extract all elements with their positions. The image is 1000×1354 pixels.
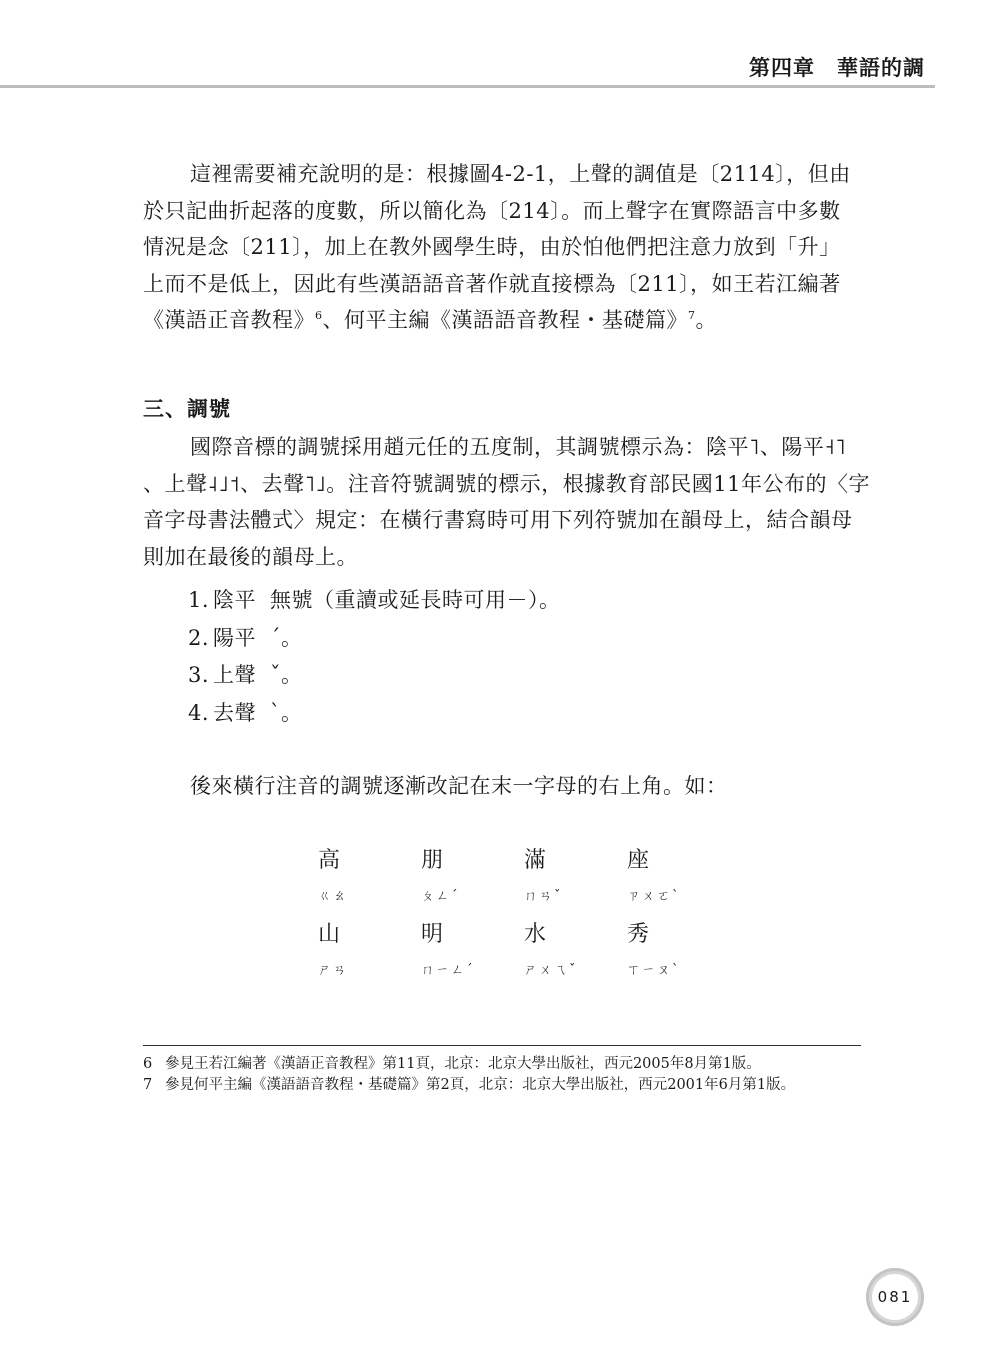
text-run: 、何平主編《漢語語音教程・基礎篇》 (322, 308, 688, 332)
list-number: 2. (188, 625, 210, 650)
example-char-row (318, 917, 730, 953)
example-zhuyin: ㄇㄧㄥˊ (421, 963, 475, 978)
footnotes (143, 1054, 861, 1096)
paragraph-line: 、上聲˨˩˦、去聲˥˩。注音符號調號的標示，根據教育部民國11年公布的〈字 (143, 471, 871, 496)
list-number: 4. (188, 700, 210, 725)
example-zhuyin: ㄒㄧㄡˋ (627, 963, 681, 978)
paragraph-tone-marks (143, 429, 871, 575)
paragraph-line: 這裡需要補充說明的是：根據圖4-2-1，上聲的調值是〔2114〕，但由 (190, 162, 851, 186)
example-char: 高 (318, 848, 341, 873)
example-zhuyin: ㄕㄨㄟˇ (524, 963, 578, 978)
list-item (188, 620, 561, 658)
footnote-number: 6 (143, 1056, 153, 1072)
paragraph-line: 於只記曲折起落的度數，所以簡化為〔214〕。而上聲字在實際語言中多數 (143, 198, 841, 223)
example-intro: 後來橫行注音的調號逐漸改記在末一字母的右上角。如： (190, 774, 728, 798)
tone-name: 陽平 (213, 625, 257, 650)
list-item (188, 582, 561, 620)
example-char: 水 (524, 922, 547, 947)
zhuyin-examples (318, 843, 730, 991)
paragraph-tone-value (143, 156, 860, 339)
list-number: 1. (188, 588, 210, 612)
example-zhuyin: ㄇㄢˇ (524, 889, 563, 904)
footnote (143, 1075, 861, 1096)
example-zhuyin-row (318, 879, 730, 917)
example-char: 山 (318, 922, 341, 947)
paragraph-line: 情況是念〔211〕，加上在教外國學生時，由於怕他們把注意力放到「升」 (143, 235, 841, 259)
text-run: 。 (695, 308, 717, 332)
example-char: 滿 (524, 848, 547, 873)
paragraph-line: 上而不是低上，因此有些漢語語音著作就直接標為〔211〕，如王若江編著 (143, 271, 841, 296)
example-zhuyin: ㄗㄨㄛˋ (627, 889, 681, 904)
paragraph-line: 音字母書法體式〉規定：在橫行書寫時可用下列符號加在韻母上，結合韻母 (143, 508, 853, 532)
example-char: 秀 (627, 922, 650, 947)
header-divider (0, 85, 935, 88)
list-number: 3. (188, 663, 210, 687)
example-zhuyin: ㄍㄠ (318, 889, 349, 904)
example-zhuyin: ㄆㄥˊ (421, 889, 460, 904)
chapter-title: 第四章 華語的調 (749, 56, 925, 80)
example-char: 明 (421, 922, 444, 947)
footnote-ref: 7 (688, 309, 696, 322)
page-number: 081 (872, 1274, 918, 1320)
tone-mark: 無號（重讀或延長時可用－）。 (270, 588, 561, 612)
example-char: 座 (627, 848, 650, 873)
footnote-divider (143, 1045, 861, 1046)
tone-mark-list (188, 582, 561, 732)
footnote-text: 參見王若江編著《漢語正音教程》第11頁，北京：北京大學出版社，西元2005年8月第1版。 (165, 1056, 761, 1072)
tone-name: 上聲 (213, 663, 257, 687)
tone-mark: ˊ。 (270, 625, 303, 650)
tone-name: 陰平 (213, 588, 257, 612)
example-zhuyin-row (318, 953, 730, 991)
footnote-number: 7 (143, 1077, 153, 1093)
example-char-row (318, 843, 730, 879)
example-char: 朋 (421, 848, 444, 873)
footnote (143, 1054, 861, 1075)
example-zhuyin: ㄕㄢ (318, 963, 349, 978)
tone-name: 去聲 (213, 700, 257, 725)
tone-mark: ˋ。 (270, 700, 303, 725)
page-number-badge (866, 1268, 924, 1326)
text-run: 《漢語正音教程》 (143, 308, 315, 332)
list-item (188, 657, 561, 695)
paragraph-line: 則加在最後的韻母上。 (143, 544, 358, 569)
footnote-ref: 6 (315, 309, 323, 322)
tone-mark: ˇ。 (270, 663, 303, 687)
list-item (188, 695, 561, 733)
paragraph-line (143, 302, 860, 339)
section-heading: 三、調號 (143, 396, 231, 421)
footnote-text: 參見何平主編《漢語語音教程・基礎篇》第2頁，北京：北京大學出版社，西元2001年6月第1版。 (165, 1077, 796, 1093)
paragraph-line: 國際音標的調號採用趙元任的五度制，其調號標示為：陰平˥、陽平˧˥ (190, 435, 847, 459)
